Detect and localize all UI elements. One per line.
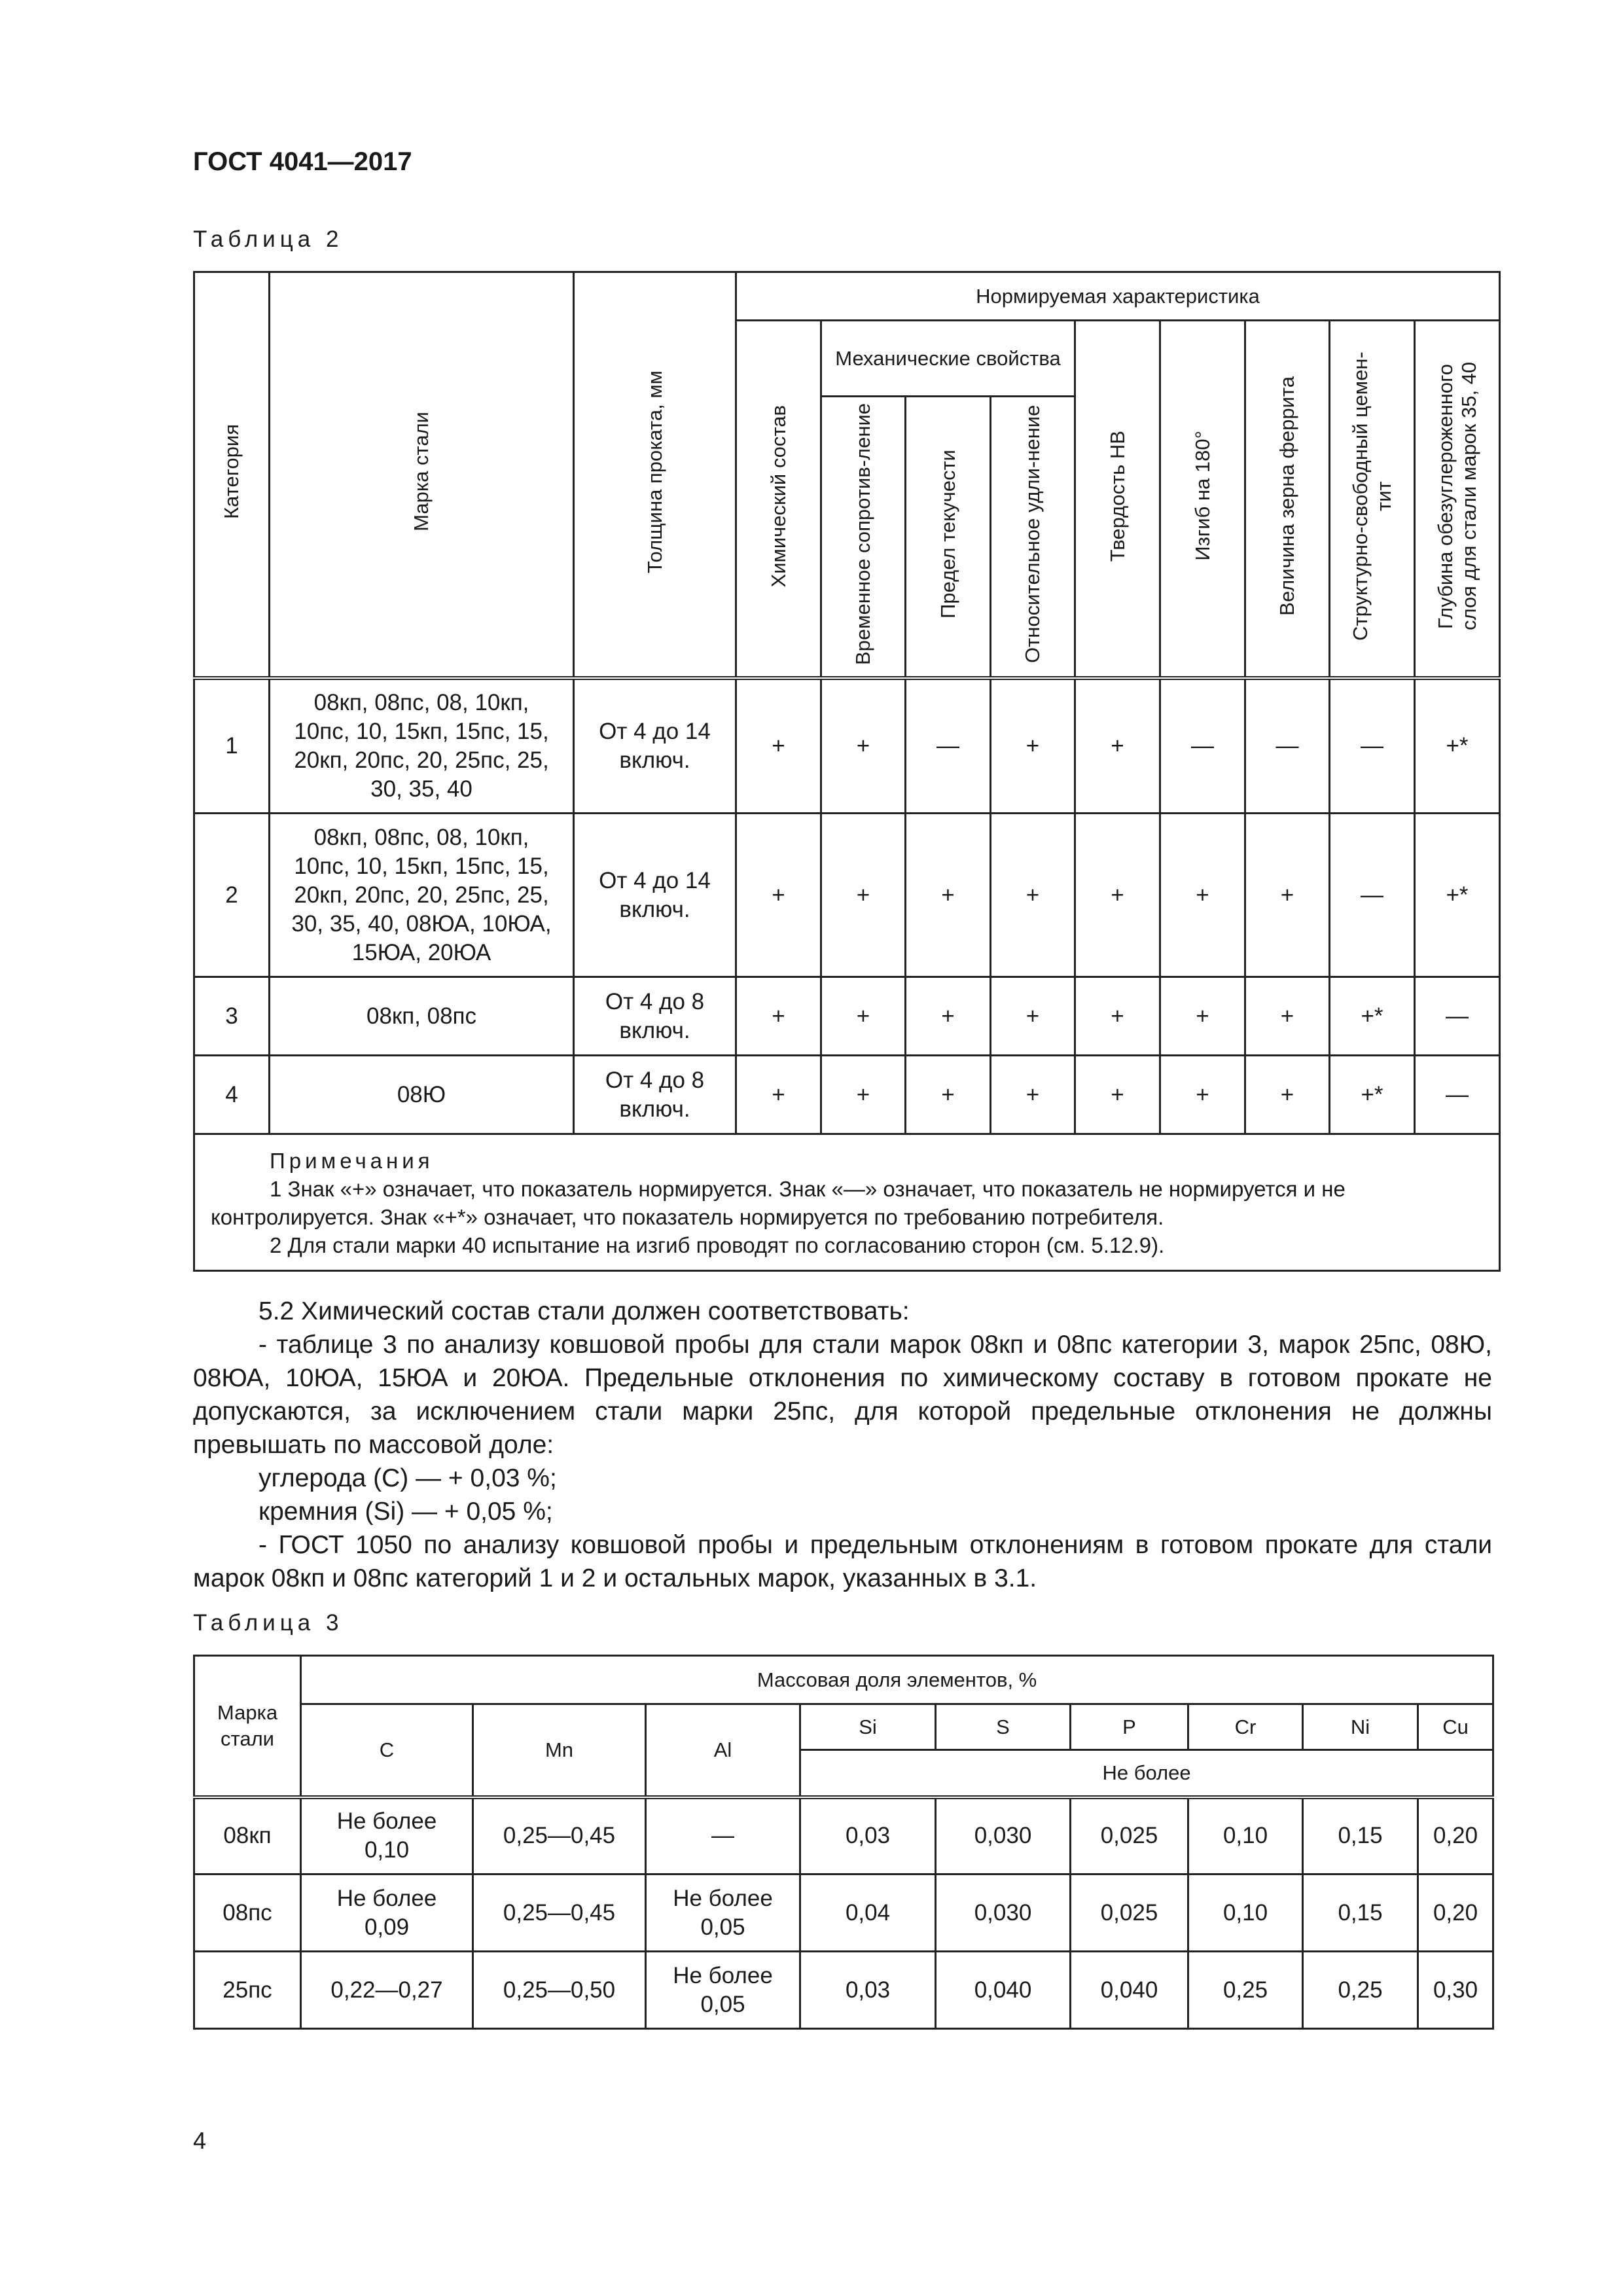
table2-row [194, 814, 1500, 977]
paragraph: 5.2 Химический состав стали должен соответствовать: [259, 1297, 910, 1325]
category-cell: 3 [194, 977, 270, 1056]
value-cell: 0,030 [936, 1797, 1071, 1874]
value-cell: + [1075, 678, 1160, 814]
value-cell: + [736, 1056, 821, 1134]
header-element: Cr [1188, 1704, 1303, 1750]
header-normalized: Нормируемая характеристика [736, 272, 1500, 321]
value-cell: + [821, 678, 906, 814]
value-cell: + [1245, 1056, 1330, 1134]
page-number: 4 [193, 2127, 207, 2154]
grade-cell: 25пс [194, 1952, 301, 2029]
thickness-cell: От 4 до 8 включ. [574, 1056, 736, 1134]
header-mechanical: Механические свойства [821, 321, 1075, 397]
header-thickness: Толщина проката, мм [574, 272, 736, 678]
header-element: S [936, 1704, 1071, 1750]
grade-cell: 08кп, 08пс, 08, 10кп, 10пс, 10, 15кп, 15пс, 15, 20кп, 20пс, 20, 25пс, 25, 30, 35, 40, 08ЮА, 10ЮА, 15ЮА, 20ЮА [270, 814, 574, 977]
section-5-2 [193, 1295, 1492, 1595]
header-steel-grade: Марка стали [270, 272, 574, 678]
value-cell: 0,025 [1071, 1874, 1188, 1952]
value-cell: 0,10 [1188, 1874, 1303, 1952]
value-cell: 0,25—0,45 [473, 1797, 646, 1874]
value-cell: Не более 0,05 [646, 1874, 800, 1952]
header-grain: Величина зерна феррита [1245, 321, 1330, 678]
value-cell: — [646, 1797, 800, 1874]
value-cell: 0,040 [936, 1952, 1071, 2029]
thickness-cell: От 4 до 8 включ. [574, 977, 736, 1056]
grade-cell: 08Ю [270, 1056, 574, 1134]
table2-row [194, 678, 1500, 814]
value-cell: 0,25 [1303, 1952, 1418, 2029]
document-code: ГОСТ 4041—2017 [193, 147, 412, 176]
value-cell: +* [1330, 977, 1415, 1056]
value-cell: — [906, 678, 991, 814]
header-hardness: Твердость НВ [1075, 321, 1160, 678]
value-cell: 0,030 [936, 1874, 1071, 1952]
value-cell: 0,03 [800, 1952, 936, 2029]
value-cell: — [1415, 1056, 1500, 1134]
value-cell: + [1160, 1056, 1245, 1134]
value-cell: Не более 0,09 [301, 1874, 473, 1952]
table3-caption: Таблица 3 [193, 1610, 344, 1636]
header-element: Ni [1303, 1704, 1418, 1750]
value-cell: 0,30 [1418, 1952, 1493, 2029]
header-element: Si [800, 1704, 936, 1750]
value-cell: + [1160, 977, 1245, 1056]
note-2: 2 Для стали марки 40 испытание на изгиб проводят по согласованию сторон (см. 5.12.9). [270, 1233, 1165, 1257]
table2-row [194, 1056, 1500, 1134]
header-element: Mn [473, 1704, 646, 1797]
value-cell: 0,22—0,27 [301, 1952, 473, 2029]
value-cell: +* [1330, 1056, 1415, 1134]
header-cementite: Структурно-свободный цемен-тит [1330, 321, 1415, 678]
grade-cell: 08кп, 08пс [270, 977, 574, 1056]
header-chemical: Химический состав [736, 321, 821, 678]
value-cell: + [1160, 814, 1245, 977]
header-elongation: Относительное удли-нение [991, 397, 1075, 678]
value-cell: 0,25—0,45 [473, 1874, 646, 1952]
paragraph: - таблице 3 по анализу ковшовой пробы для стали марок 08кп и 08пс категории 3, марок 25пс, 08Ю, 08ЮА, 10ЮА, 15ЮА и 20ЮА. Предельные отклонения по химическому составу в готовом прокате не допускаются, за исключением стали марки 25пс, для которой предельные отклонения не должны превышать по массовой доле: [193, 1331, 1492, 1459]
thickness-cell: От 4 до 14 включ. [574, 814, 736, 977]
category-cell: 4 [194, 1056, 270, 1134]
value-cell: + [991, 678, 1075, 814]
value-cell: + [736, 814, 821, 977]
value-cell: + [1075, 977, 1160, 1056]
value-cell: 0,25—0,50 [473, 1952, 646, 2029]
category-cell: 1 [194, 678, 270, 814]
header-bend: Изгиб на 180° [1160, 321, 1245, 678]
notes-title: Примечания [270, 1149, 434, 1173]
value-cell: 0,20 [1418, 1797, 1493, 1874]
value-cell: 0,15 [1303, 1797, 1418, 1874]
table2-caption: Таблица 2 [193, 226, 344, 252]
value-cell: — [1415, 977, 1500, 1056]
note-1: 1 Знак «+» означает, что показатель нормируется. Знак «—» означает, что показатель не нормируется и не контролируется. Знак «+*» означает, что показатель нормируется по требованию потребителя. [211, 1177, 1346, 1229]
value-cell: + [906, 1056, 991, 1134]
value-cell: + [1075, 814, 1160, 977]
value-cell: 0,03 [800, 1797, 936, 1874]
table3-row [194, 1952, 1493, 2029]
header-element: C [301, 1704, 473, 1797]
value-cell: +* [1415, 814, 1500, 977]
header-not-more: Не более [800, 1750, 1493, 1797]
value-cell: + [821, 1056, 906, 1134]
table-3 [193, 1655, 1494, 2030]
paragraph: - ГОСТ 1050 по анализу ковшовой пробы и предельным отклонениям в готовом прокате для стали марок 08кп и 08пс категорий 1 и 2 и остальных марок, указанных в 3.1. [193, 1531, 1492, 1592]
value-cell: — [1160, 678, 1245, 814]
table2-row [194, 977, 1500, 1056]
header-yield: Предел текучести [906, 397, 991, 678]
header-category: Категория [194, 272, 270, 678]
header-grade: Марка стали [194, 1656, 301, 1797]
paragraph: углерода (С) — + 0,03 %; [259, 1464, 557, 1492]
header-element: Al [646, 1704, 800, 1797]
table3-row [194, 1797, 1493, 1874]
header-element: Cu [1418, 1704, 1493, 1750]
table3-row [194, 1874, 1493, 1952]
value-cell: + [906, 977, 991, 1056]
value-cell: 0,040 [1071, 1952, 1188, 2029]
value-cell: + [991, 814, 1075, 977]
header-element: P [1071, 1704, 1188, 1750]
value-cell: 0,25 [1188, 1952, 1303, 2029]
paragraph: кремния (Si) — + 0,05 %; [259, 1498, 553, 1526]
value-cell: + [736, 977, 821, 1056]
table-2 [193, 271, 1501, 1272]
value-cell: + [991, 977, 1075, 1056]
value-cell: + [991, 1056, 1075, 1134]
value-cell: Не более 0,10 [301, 1797, 473, 1874]
category-cell: 2 [194, 814, 270, 977]
grade-cell: 08кп, 08пс, 08, 10кп, 10пс, 10, 15кп, 15пс, 15, 20кп, 20пс, 20, 25пс, 25, 30, 35, 40 [270, 678, 574, 814]
header-mass-fraction: Массовая доля элементов, % [301, 1656, 1493, 1704]
value-cell: 0,15 [1303, 1874, 1418, 1952]
value-cell: — [1245, 678, 1330, 814]
value-cell: 0,025 [1071, 1797, 1188, 1874]
value-cell: + [736, 678, 821, 814]
thickness-cell: От 4 до 14 включ. [574, 678, 736, 814]
value-cell: + [821, 977, 906, 1056]
value-cell: 0,10 [1188, 1797, 1303, 1874]
value-cell: + [1075, 1056, 1160, 1134]
table2-notes [194, 1134, 1500, 1271]
header-decarb: Глубина обезуглероженного слоя для стали марок 35, 40 [1415, 321, 1500, 678]
value-cell: + [906, 814, 991, 977]
value-cell: + [1245, 977, 1330, 1056]
grade-cell: 08пс [194, 1874, 301, 1952]
value-cell: + [821, 814, 906, 977]
value-cell: — [1330, 814, 1415, 977]
value-cell: 0,04 [800, 1874, 936, 1952]
header-tensile: Временное сопротив-ление [821, 397, 906, 678]
value-cell: Не более 0,05 [646, 1952, 800, 2029]
value-cell: + [1245, 814, 1330, 977]
grade-cell: 08кп [194, 1797, 301, 1874]
value-cell: 0,20 [1418, 1874, 1493, 1952]
value-cell: — [1330, 678, 1415, 814]
value-cell: +* [1415, 678, 1500, 814]
